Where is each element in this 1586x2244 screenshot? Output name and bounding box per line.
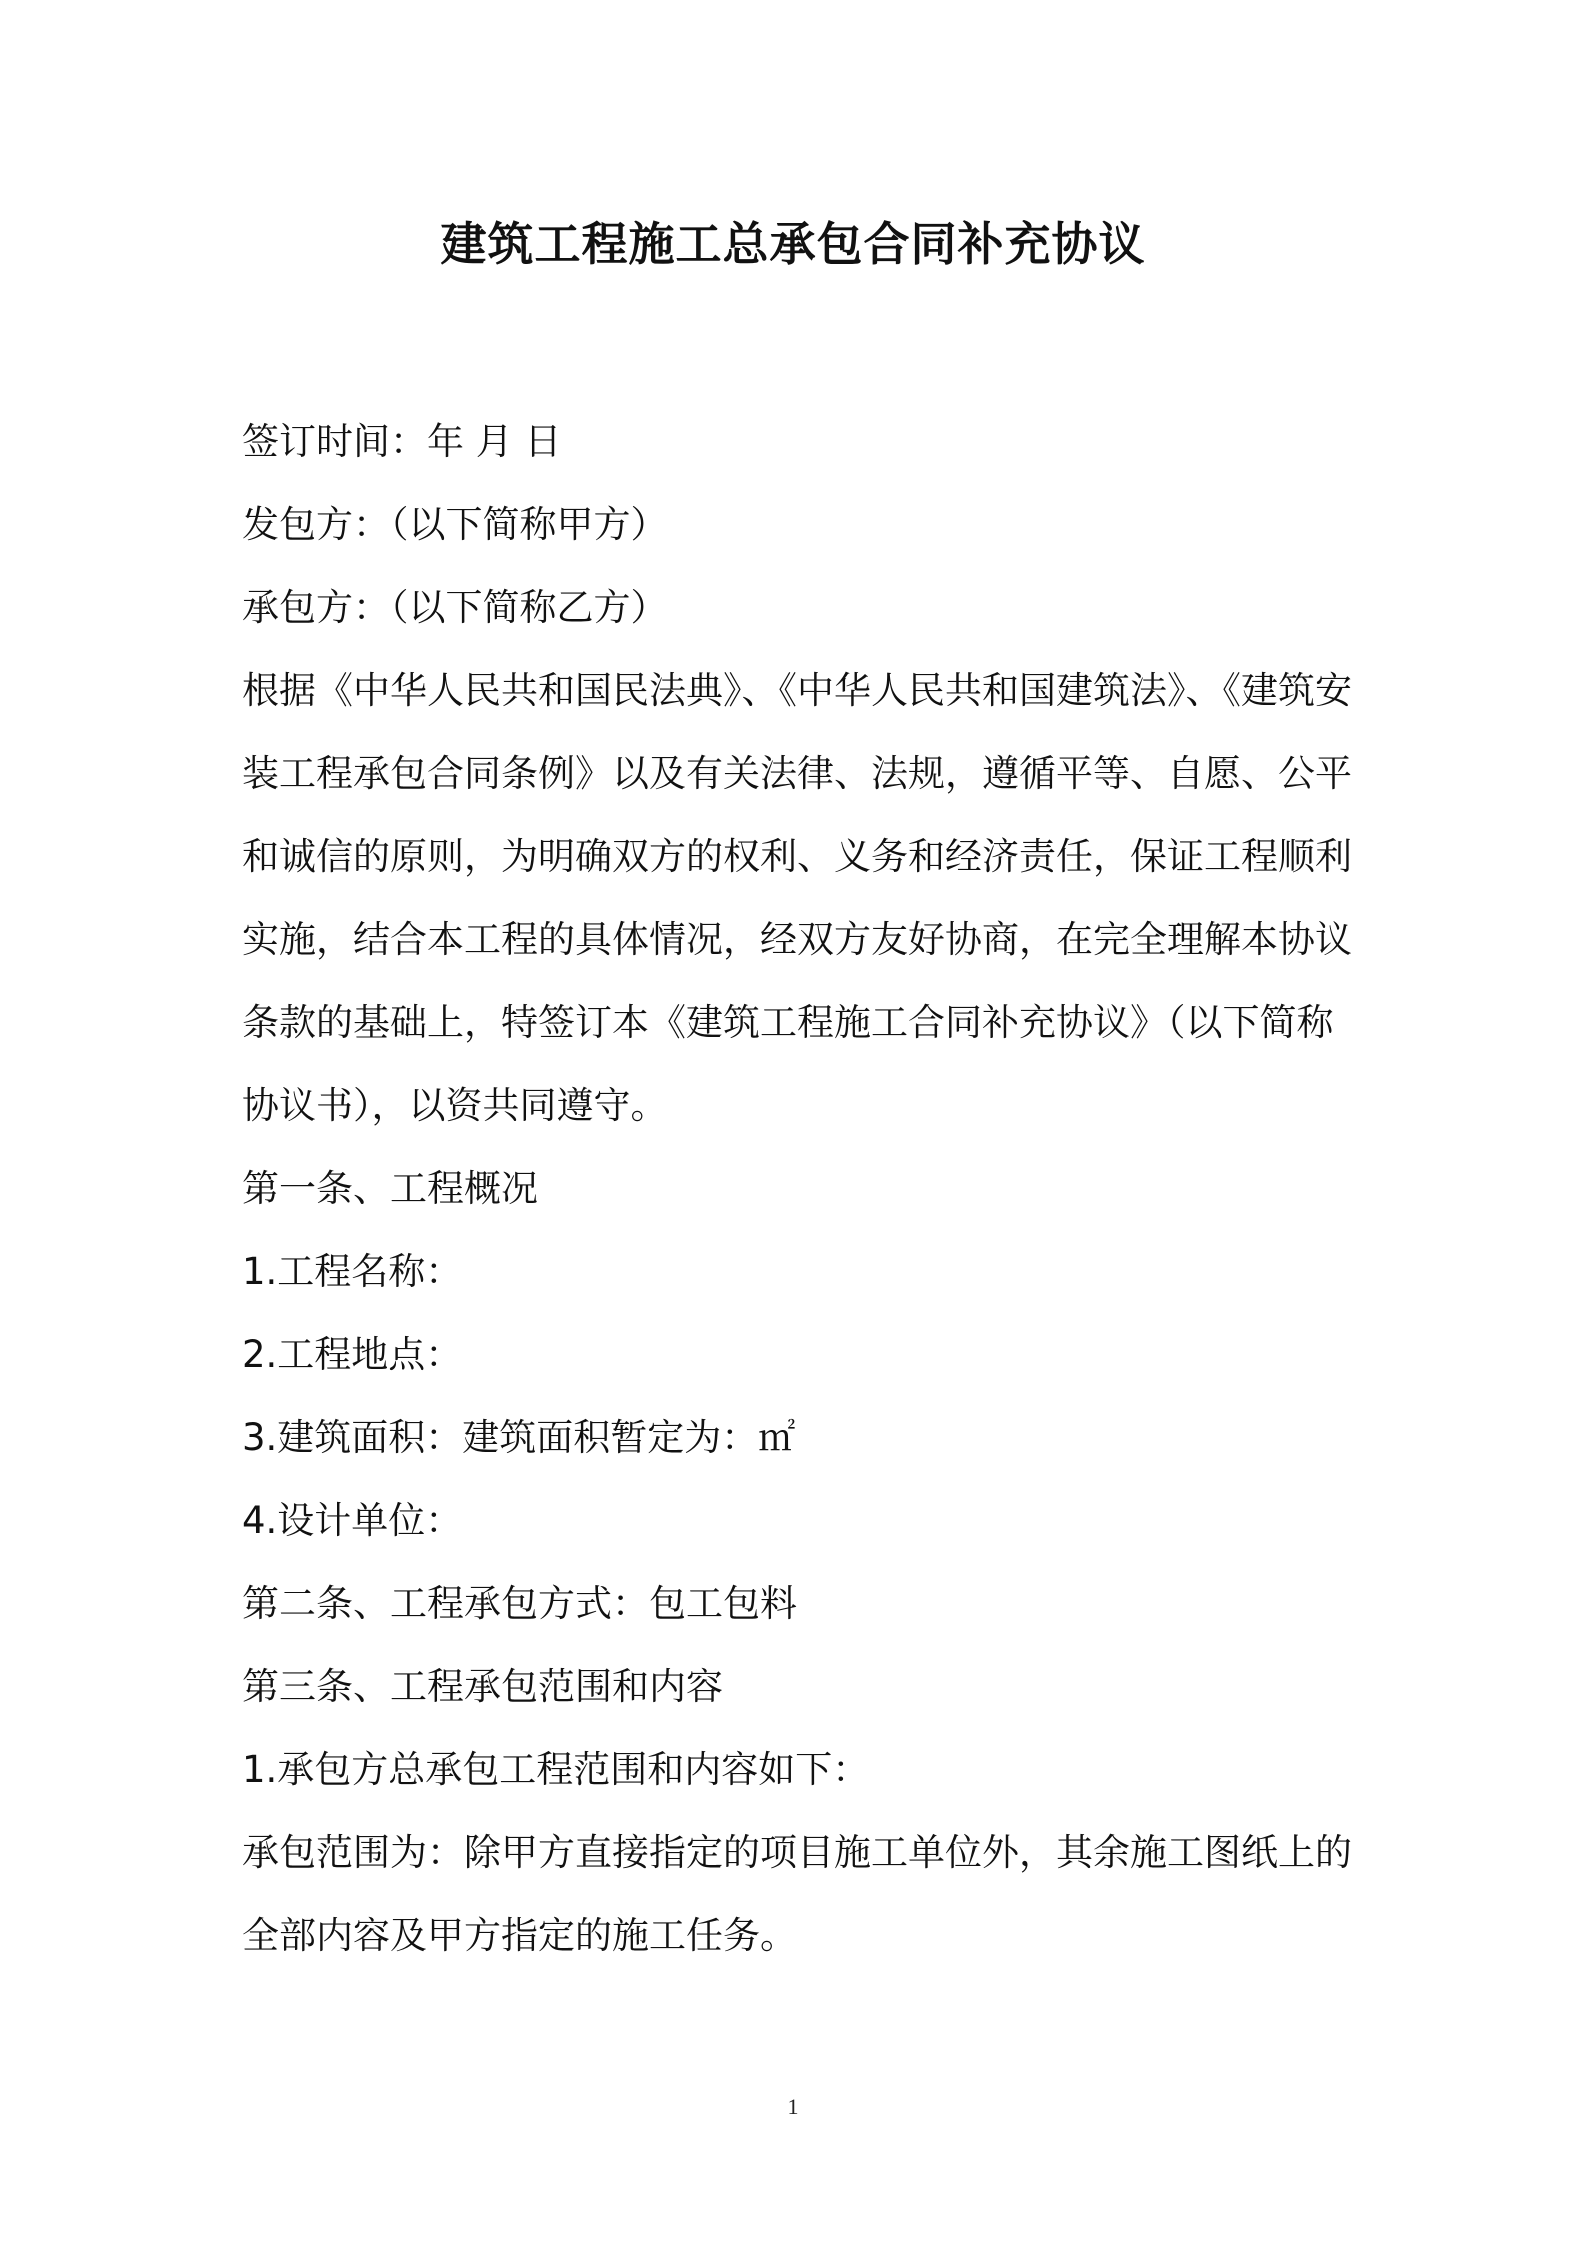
preamble-line: 和诚信的原则，为明确双方的权利、义务和经济责任，保证工程顺利 — [242, 835, 1352, 878]
party-a: 发包方：（以下简称甲方） — [242, 503, 668, 546]
scope-item-1: 1.承包方总承包工程范围和内容如下： — [242, 1748, 870, 1791]
project-location-item: 2.工程地点： — [242, 1333, 463, 1376]
project-name-item: 1.工程名称： — [242, 1250, 463, 1293]
scope-line: 全部内容及甲方指定的施工任务。 — [242, 1914, 797, 1957]
preamble-line: 根据《中华人民共和国民法典》、《中华人民共和国建筑法》、《建筑安 — [242, 669, 1352, 712]
preamble-line: 实施，结合本工程的具体情况，经双方友好协商，在完全理解本协议 — [242, 918, 1352, 961]
article-2: 第二条、工程承包方式：包工包料 — [242, 1582, 797, 1625]
signing-date: 签订时间：年 月 日 — [242, 420, 562, 463]
page-number: 1 — [787, 2094, 799, 2119]
preamble-line: 装工程承包合同条例》以及有关法律、法规，遵循平等、自愿、公平 — [242, 752, 1352, 795]
design-unit-item: 4.设计单位： — [242, 1499, 463, 1542]
article-3-heading: 第三条、工程承包范围和内容 — [242, 1665, 723, 1708]
preamble-line: 条款的基础上，特签订本《建筑工程施工合同补充协议》（以下简称 — [242, 1001, 1334, 1044]
document-body — [242, 400, 1357, 1977]
document-title: 建筑工程施工总承包合同补充协议 — [440, 217, 1146, 271]
article-1-heading: 第一条、工程概况 — [242, 1167, 538, 1210]
preamble-line: 协议书），以资共同遵守。 — [242, 1084, 668, 1127]
party-b: 承包方：（以下简称乙方） — [242, 586, 668, 629]
scope-line: 承包范围为：除甲方直接指定的项目施工单位外，其余施工图纸上的 — [242, 1831, 1352, 1874]
building-area-item: 3.建筑面积：建筑面积暂定为：㎡ — [242, 1416, 796, 1459]
